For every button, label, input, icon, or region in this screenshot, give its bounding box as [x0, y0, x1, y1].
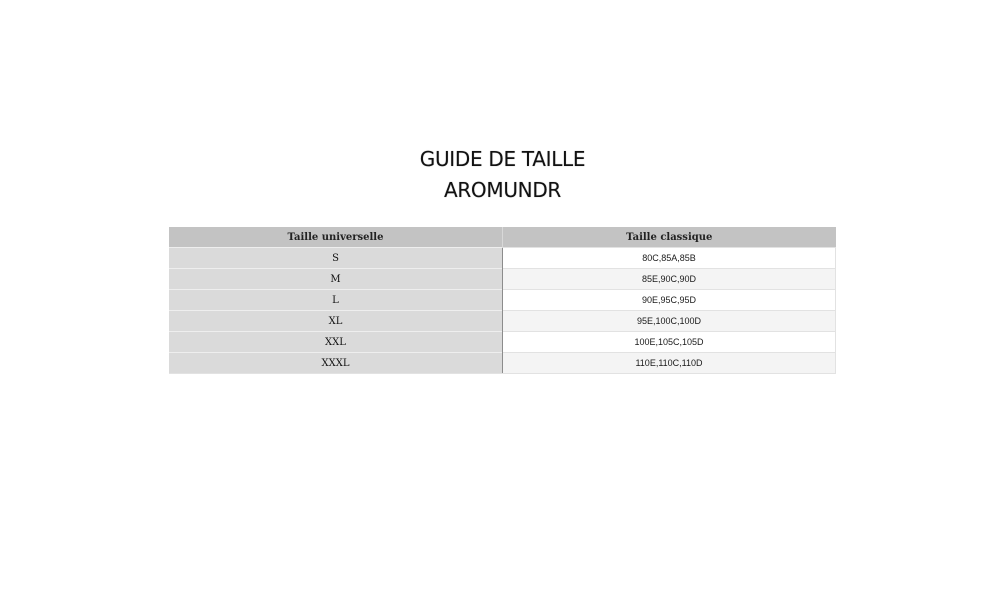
table-row — [169, 290, 836, 311]
cell-universal-size: XXL — [169, 332, 503, 353]
title-line-guide: GUIDE DE TAILLE — [419, 147, 586, 171]
cell-classic-size: 90E,95C,95D — [503, 290, 836, 311]
header-classic-size: Taille classique — [503, 227, 836, 248]
table-header-row — [169, 227, 836, 248]
header-universal-size: Taille universelle — [169, 227, 503, 248]
table-row — [169, 332, 836, 353]
cell-classic-size: 85E,90C,90D — [503, 269, 836, 290]
title-line-brand: AROMUNDR — [443, 178, 562, 202]
size-guide-table — [169, 227, 836, 374]
table-row — [169, 269, 836, 290]
cell-classic-size: 95E,100C,100D — [503, 311, 836, 332]
cell-universal-size: XXXL — [169, 353, 503, 374]
cell-universal-size: XL — [169, 311, 503, 332]
cell-universal-size: L — [169, 290, 503, 311]
table-row — [169, 311, 836, 332]
page-title — [0, 144, 1005, 206]
table-row — [169, 248, 836, 269]
cell-universal-size: S — [169, 248, 503, 269]
cell-classic-size: 100E,105C,105D — [503, 332, 836, 353]
cell-classic-size: 110E,110C,110D — [503, 353, 836, 374]
cell-universal-size: M — [169, 269, 503, 290]
cell-classic-size: 80C,85A,85B — [503, 248, 836, 269]
table-row — [169, 353, 836, 374]
